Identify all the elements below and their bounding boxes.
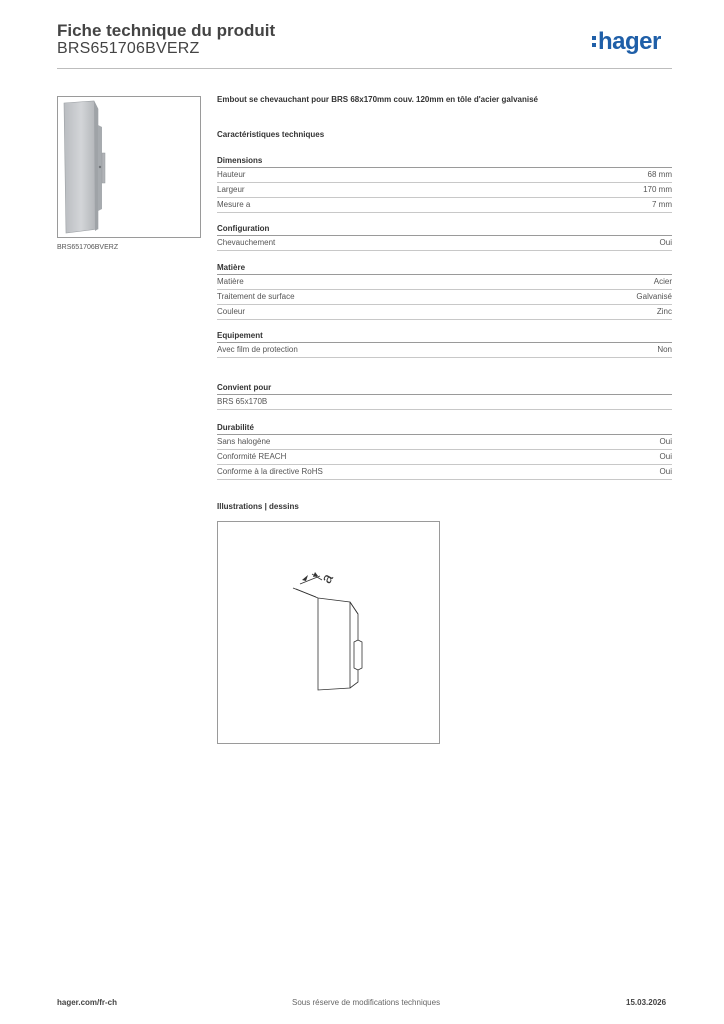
table-row (217, 343, 672, 358)
table-row (217, 236, 672, 251)
equipment-group (217, 329, 672, 358)
equipment-heading: Equipement (217, 329, 672, 343)
row-label: Conforme à la directive RoHS (217, 467, 323, 476)
header-divider (57, 68, 672, 69)
table-row (217, 395, 672, 410)
table-row (217, 168, 672, 183)
footer-website-link[interactable]: hager.com/fr-ch (57, 998, 118, 1007)
sustainability-heading: Durabilité (217, 421, 672, 435)
table-row (217, 275, 672, 290)
row-label: BRS 65x170B (217, 397, 268, 406)
illustrations-heading: Illustrations | dessins (217, 502, 299, 511)
page-title: Fiche technique du produit (57, 21, 276, 40)
product-description: Embout se chevauchant pour BRS 68x170mm couv. 120mm en tôle d'acier galvanisé (217, 95, 538, 104)
table-row (217, 435, 672, 450)
dimensions-heading: Dimensions (217, 154, 672, 168)
product-photo-icon (58, 97, 200, 237)
row-label: Hauteur (217, 170, 246, 179)
table-row (217, 305, 672, 320)
table-row (217, 450, 672, 465)
row-value: Oui (659, 452, 672, 461)
material-group (217, 261, 672, 320)
row-label: Couleur (217, 307, 246, 316)
table-row (217, 183, 672, 198)
table-row (217, 465, 672, 480)
row-value: Acier (653, 277, 672, 286)
row-value: Oui (659, 437, 672, 446)
footer-date: 15.03.2026 (626, 998, 667, 1007)
row-label: Matière (217, 277, 244, 286)
row-value: Zinc (656, 307, 672, 316)
sustainability-group (217, 421, 672, 480)
compatible-with-group (217, 381, 672, 410)
technical-drawing (217, 521, 440, 744)
row-label: Avec film de protection (217, 345, 298, 354)
row-value: Oui (659, 238, 672, 247)
footer-notice: Sous réserve de modifications techniques (292, 998, 441, 1007)
row-label: Mesure a (217, 200, 251, 209)
row-label: Conformité REACH (217, 452, 287, 461)
table-row (217, 290, 672, 305)
row-label: Sans halogène (217, 437, 271, 446)
row-value: Oui (659, 467, 672, 476)
table-row (217, 198, 672, 213)
row-label: Chevauchement (217, 238, 276, 247)
row-label: Traitement de surface (217, 292, 295, 301)
configuration-group (217, 222, 672, 251)
dimensions-group (217, 154, 672, 213)
technical-characteristics-title: Caractéristiques techniques (217, 130, 325, 139)
logo-colon-icon (592, 31, 596, 49)
compatible-with-heading: Convient pour (217, 381, 672, 395)
logo-text: hager (598, 28, 661, 55)
dimension-label: a (317, 570, 337, 587)
material-heading: Matière (217, 261, 672, 275)
product-code: BRS651706BVERZ (57, 40, 200, 57)
row-value: 7 mm (652, 200, 672, 209)
row-value: Non (657, 345, 672, 354)
row-value: Galvanisé (636, 292, 672, 301)
row-value: 68 mm (647, 170, 672, 179)
product-image-caption: BRS651706BVERZ (57, 244, 119, 251)
row-value: 170 mm (643, 185, 672, 194)
product-image (57, 96, 201, 238)
hager-logo[interactable] (592, 28, 661, 56)
configuration-heading: Configuration (217, 222, 672, 236)
row-label: Largeur (217, 185, 245, 194)
end-cap-drawing-icon (218, 522, 439, 743)
